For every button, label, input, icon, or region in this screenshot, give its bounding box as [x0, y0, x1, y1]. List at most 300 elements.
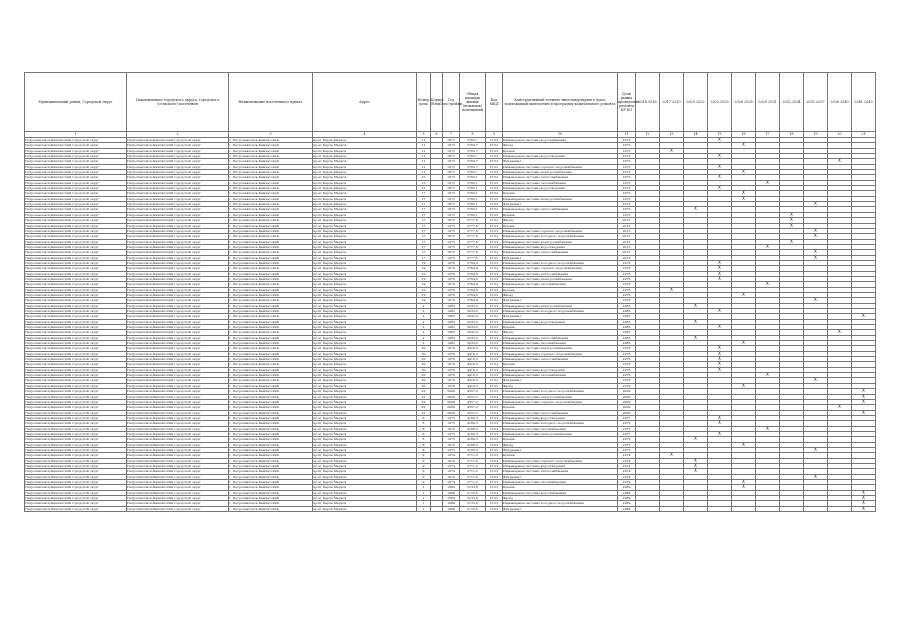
address-cell: пр-кт Карла Маркса	[313, 314, 417, 319]
floor-area-cell: 5762,1	[460, 202, 486, 207]
floor-area-cell: 5032,2	[460, 303, 486, 308]
address-cell: пр-кт Карла Маркса	[313, 421, 417, 426]
structural-element-cell: Инженерные системы водоотведения	[503, 186, 618, 191]
building-code-cell: 15:01	[486, 202, 503, 207]
locality-cell: г. Петропавловск-Камчатский	[229, 250, 313, 255]
locality-cell: г. Петропавловск-Камчатский	[229, 362, 313, 367]
address-cell: пр-кт Карла Маркса	[313, 399, 417, 404]
settlement-cell: Петропавловск-Камчатский городской округ	[127, 138, 229, 143]
floor-area-cell: 5762,7	[460, 154, 486, 159]
period-cell-8: X	[804, 250, 828, 255]
repair-share-cell: 1976	[618, 383, 636, 388]
locality-cell: г. Петропавловск-Камчатский	[229, 202, 313, 207]
building-code-cell: 15:01	[486, 458, 503, 463]
settlement-cell: Петропавловск-Камчатский городской округ	[127, 287, 229, 292]
house-number-cell: 17	[417, 250, 431, 255]
build-year-cell: 1975	[443, 186, 460, 191]
structural-element-cell: Фундамент	[503, 506, 618, 511]
house-number-cell: 17	[417, 202, 431, 207]
structural-element-cell: Инженерные системы холодного водоснабжения	[503, 309, 618, 314]
build-year-cell: 2009	[443, 389, 460, 394]
period-cell-5: X	[732, 341, 756, 346]
locality-cell: г. Петропавловск-Камчатский	[229, 469, 313, 474]
build-year-cell: 1975	[443, 196, 460, 201]
build-year-cell: 1975	[443, 180, 460, 185]
column-header-15: 2023 2025	[708, 73, 732, 132]
settlement-cell: Петропавловск-Камчатский городской округ	[127, 362, 229, 367]
house-number-cell: 17	[417, 234, 431, 239]
column-number-11: 11	[618, 132, 636, 138]
floor-area-cell: 5032,2	[460, 319, 486, 324]
period-cell-6: X	[756, 373, 780, 378]
build-year-cell: 1975	[443, 218, 460, 223]
building-code-cell: 15:01	[486, 138, 503, 143]
period-cell-10: X	[852, 501, 876, 506]
settlement-cell: Петропавловск-Камчатский городской округ	[127, 463, 229, 468]
period-cell-7: X	[780, 223, 804, 228]
period-cell-6: X	[756, 244, 780, 249]
repair-share-cell: 1976	[618, 287, 636, 292]
building-code-cell: 15:01	[486, 298, 503, 303]
building-code-cell: 15:01	[486, 410, 503, 415]
locality-cell: г. Петропавловск-Камчатский	[229, 314, 313, 319]
period-cell-7: X	[780, 239, 804, 244]
locality-cell: г. Петропавловск-Камчатский	[229, 154, 313, 159]
build-year-cell: 1974	[443, 474, 460, 479]
house-number-cell: 8	[417, 437, 431, 442]
house-number-cell: 8	[417, 447, 431, 452]
build-year-cell: 1976	[443, 373, 460, 378]
house-number-cell: 15	[417, 186, 431, 191]
district-cell: Петропавловск-Камчатский городской округ	[25, 207, 127, 212]
locality-cell: г. Петропавловск-Камчатский	[229, 463, 313, 468]
house-number-cell: 17	[417, 218, 431, 223]
locality-cell: г. Петропавловск-Камчатский	[229, 357, 313, 362]
building-code-cell: 15:01	[486, 207, 503, 212]
structural-element-cell: Крыша	[503, 485, 618, 490]
period-cell-3: X	[684, 458, 708, 463]
structural-element-cell: Крыша	[503, 453, 618, 458]
column-header-18: 2032 2034	[780, 73, 804, 132]
locality-cell: г. Петропавловск-Камчатский	[229, 373, 313, 378]
settlement-cell: Петропавловск-Камчатский городской округ	[127, 501, 229, 506]
structural-element-cell: Инженерные системы теплоснабжения	[503, 175, 618, 180]
locality-cell: г. Петропавловск-Камчатский	[229, 271, 313, 276]
house-number-cell: 22	[417, 394, 431, 399]
column-number-5: 5	[417, 132, 431, 138]
floor-area-cell: 4416,3	[460, 357, 486, 362]
period-cell-10: X	[852, 496, 876, 501]
building-code-cell: 15:01	[486, 426, 503, 431]
build-year-cell: 1974	[443, 480, 460, 485]
locality-cell: г. Петропавловск-Камчатский	[229, 148, 313, 153]
repair-share-cell: 1983	[618, 335, 636, 340]
district-cell: Петропавловск-Камчатский городской округ	[25, 154, 127, 159]
column-header-5: Номер дома	[417, 73, 431, 132]
repair-share-cell: 1983	[618, 309, 636, 314]
repair-share-cell: 2013	[618, 223, 636, 228]
floor-area-cell: 5777,6	[460, 244, 486, 249]
floor-area-cell: 5032,2	[460, 335, 486, 340]
period-cell-4: X	[708, 138, 732, 143]
building-code-cell: 15:01	[486, 480, 503, 485]
district-cell: Петропавловск-Камчатский городской округ	[25, 490, 127, 495]
structural-element-cell: Фундамент	[503, 202, 618, 207]
repair-share-cell: 1975	[618, 154, 636, 159]
column-header-8: Общая площадь жилых (нежилых) помещений	[460, 73, 486, 132]
structural-element-cell: Фасад	[503, 496, 618, 501]
building-code-cell: 15:01	[486, 325, 503, 330]
locality-cell: г. Петропавловск-Камчатский	[229, 180, 313, 185]
period-cell-5: X	[732, 442, 756, 447]
address-cell: пр-кт Карла Маркса	[313, 362, 417, 367]
building-code-cell: 15:01	[486, 260, 503, 265]
period-cell-2: X	[660, 148, 684, 153]
building-code-cell: 15:01	[486, 447, 503, 452]
house-number-cell: 9	[417, 453, 431, 458]
address-cell: пр-кт Карла Маркса	[313, 255, 417, 260]
build-year-cell: 1976	[443, 282, 460, 287]
structural-element-cell: Инженерные системы теплоснабжения	[503, 207, 618, 212]
repair-share-cell: 1983	[618, 341, 636, 346]
floor-area-cell: 4416,3	[460, 367, 486, 372]
repair-share-cell: 1989	[618, 496, 636, 501]
structural-element-cell: Инженерные системы горячего водоснабжения	[503, 228, 618, 233]
settlement-cell: Петропавловск-Камчатский городской округ	[127, 191, 229, 196]
floor-area-cell: 5777,6	[460, 250, 486, 255]
floor-area-cell: 5777,6	[460, 234, 486, 239]
period-cell-5: X	[732, 485, 756, 490]
period-cell-4: X	[708, 357, 732, 362]
settlement-cell: Петропавловск-Камчатский городской округ	[127, 196, 229, 201]
locality-cell: г. Петропавловск-Камчатский	[229, 474, 313, 479]
district-cell: Петропавловск-Камчатский городской округ	[25, 287, 127, 292]
structural-element-cell: Инженерные системы теплоснабжения	[503, 410, 618, 415]
floor-area-cell: 5762,7	[460, 164, 486, 169]
build-year-cell: 1975	[443, 437, 460, 442]
settlement-cell: Петропавловск-Камчатский городской округ	[127, 389, 229, 394]
address-cell: пр-кт Карла Маркса	[313, 480, 417, 485]
settlement-cell: Петропавловск-Камчатский городской округ	[127, 506, 229, 511]
address-cell: пр-кт Карла Маркса	[313, 496, 417, 501]
period-cell-4: X	[708, 431, 732, 436]
house-number-cell: 20	[417, 362, 431, 367]
address-cell: пр-кт Карла Маркса	[313, 244, 417, 249]
build-year-cell: 1983	[443, 303, 460, 308]
repair-share-cell: 1974	[618, 458, 636, 463]
column-header-12: 2014 2016	[636, 73, 660, 132]
structural-element-cell: Инженерные системы теплоснабжения	[503, 469, 618, 474]
locality-cell: г. Петропавловск-Камчатский	[229, 431, 313, 436]
settlement-cell: Петропавловск-Камчатский городской округ	[127, 154, 229, 159]
floor-area-cell: 5762,7	[460, 159, 486, 164]
house-number-cell: 1	[417, 485, 431, 490]
address-cell: пр-кт Карла Маркса	[313, 405, 417, 410]
structural-element-cell: Фундамент	[503, 447, 618, 452]
settlement-cell: Петропавловск-Камчатский городской округ	[127, 309, 229, 314]
column-header-16: 2026 2028	[732, 73, 756, 132]
address-cell: пр-кт Карла Маркса	[313, 202, 417, 207]
period-cell-4: X	[708, 271, 732, 276]
column-header-9: Код МКД	[486, 73, 503, 132]
locality-cell: г. Петропавловск-Камчатский	[229, 351, 313, 356]
period-cell-10: X	[852, 410, 876, 415]
floor-area-cell: 5133,6	[460, 506, 486, 511]
building-code-cell: 15:01	[486, 485, 503, 490]
address-cell: пр-кт Карла Маркса	[313, 458, 417, 463]
address-cell: пр-кт Карла Маркса	[313, 469, 417, 474]
district-cell: Петропавловск-Камчатский городской округ	[25, 266, 127, 271]
structural-element-cell: Крыша	[503, 223, 618, 228]
structural-element-cell: Инженерные системы холодного водоснабжения	[503, 389, 618, 394]
settlement-cell: Петропавловск-Камчатский городской округ	[127, 453, 229, 458]
address-cell: пр-кт Карла Маркса	[313, 271, 417, 276]
district-cell: Петропавловск-Камчатский городской округ	[25, 255, 127, 260]
floor-area-cell: 5032,2	[460, 330, 486, 335]
house-number-cell: 1	[417, 490, 431, 495]
column-number-9: 9	[486, 132, 503, 138]
build-year-cell: 1975	[443, 426, 460, 431]
repair-share-cell: 2009	[618, 389, 636, 394]
locality-cell: г. Петропавловск-Камчатский	[229, 282, 313, 287]
address-cell: пр-кт Карла Маркса	[313, 159, 417, 164]
address-cell: пр-кт Карла Маркса	[313, 180, 417, 185]
period-cell-8: X	[804, 202, 828, 207]
building-code-cell: 15:01	[486, 367, 503, 372]
floor-area-cell: 5762,7	[460, 148, 486, 153]
house-number-cell: 17	[417, 239, 431, 244]
building-code-cell: 15:01	[486, 346, 503, 351]
period-cell-4: X	[708, 351, 732, 356]
period-cell-5: X	[732, 191, 756, 196]
house-number-cell: 8	[417, 421, 431, 426]
house-number-cell: 1	[417, 506, 431, 511]
floor-area-cell: 4557,2	[460, 394, 486, 399]
structural-element-cell: Крыша	[503, 362, 618, 367]
house-number-cell: 20	[417, 373, 431, 378]
address-cell: пр-кт Карла Маркса	[313, 378, 417, 383]
period-cell-9: X	[828, 405, 852, 410]
structural-element-cell: Крыша	[503, 287, 618, 292]
settlement-cell: Петропавловск-Камчатский городской округ	[127, 383, 229, 388]
period-cell-2: X	[660, 453, 684, 458]
floor-area-cell: 5764,9	[460, 260, 486, 265]
settlement-cell: Петропавловск-Камчатский городской округ	[127, 218, 229, 223]
build-year-cell: 1989	[443, 506, 460, 511]
district-cell: Петропавловск-Камчатский городской округ	[25, 202, 127, 207]
district-cell: Петропавловск-Камчатский городской округ	[25, 303, 127, 308]
floor-area-cell: 5711,2	[460, 474, 486, 479]
settlement-cell: Петропавловск-Камчатский городской округ	[127, 474, 229, 479]
period-cell-3: X	[684, 207, 708, 212]
floor-area-cell: 4160,3	[460, 442, 486, 447]
building-code-cell: 15:01	[486, 442, 503, 447]
address-cell: пр-кт Карла Маркса	[313, 453, 417, 458]
repair-share-cell: 1975	[618, 426, 636, 431]
period-cell-4: X	[708, 154, 732, 159]
district-cell: Петропавловск-Камчатский городской округ	[25, 383, 127, 388]
structural-element-cell: Фундамент	[503, 314, 618, 319]
locality-cell: г. Петропавловск-Камчатский	[229, 405, 313, 410]
address-cell: пр-кт Карла Маркса	[313, 383, 417, 388]
structural-element-cell: Инженерные системы электроснабжения	[503, 346, 618, 351]
floor-area-cell: 5032,2	[460, 341, 486, 346]
column-number-7: 7	[443, 132, 460, 138]
floor-area-cell: 5764,9	[460, 276, 486, 281]
floor-area-cell: 4416,3	[460, 373, 486, 378]
period-cell-4: X	[708, 421, 732, 426]
district-cell: Петропавловск-Камчатский городской округ	[25, 282, 127, 287]
building-code-cell: 15:01	[486, 223, 503, 228]
floor-area-cell: 5762,7	[460, 138, 486, 143]
floor-area-cell: 5711,2	[460, 458, 486, 463]
repair-share-cell: 1976	[618, 298, 636, 303]
floor-area-cell: 5764,9	[460, 271, 486, 276]
locality-cell: г. Петропавловск-Камчатский	[229, 207, 313, 212]
district-cell: Петропавловск-Камчатский городской округ	[25, 330, 127, 335]
structural-element-cell: Инженерные системы водоотведения	[503, 319, 618, 324]
period-cell-5: X	[732, 292, 756, 297]
district-cell: Петропавловск-Камчатский городской округ	[25, 506, 127, 511]
repair-share-cell: 1989	[618, 485, 636, 490]
building-code-cell: 15:01	[486, 191, 503, 196]
address-cell: пр-кт Карла Маркса	[313, 341, 417, 346]
build-year-cell: 1983	[443, 319, 460, 324]
address-cell: пр-кт Карла Маркса	[313, 239, 417, 244]
repair-share-cell: 1975	[618, 170, 636, 175]
district-cell: Петропавловск-Камчатский городской округ	[25, 191, 127, 196]
address-cell: пр-кт Карла Маркса	[313, 207, 417, 212]
locality-cell: г. Петропавловск-Камчатский	[229, 490, 313, 495]
repair-share-cell: 1983	[618, 325, 636, 330]
house-number-cell: 20	[417, 367, 431, 372]
district-cell: Петропавловск-Камчатский городской округ	[25, 298, 127, 303]
period-cell-7: X	[780, 212, 804, 217]
settlement-cell: Петропавловск-Камчатский городской округ	[127, 319, 229, 324]
build-year-cell: 1975	[443, 164, 460, 169]
structural-element-cell: Инженерные системы теплоснабжения	[503, 250, 618, 255]
settlement-cell: Петропавловск-Камчатский городской округ	[127, 175, 229, 180]
address-cell: пр-кт Карла Маркса	[313, 463, 417, 468]
floor-area-cell: 4557,2	[460, 399, 486, 404]
period-cell-3: X	[684, 303, 708, 308]
repair-share-cell: 1975	[618, 164, 636, 169]
building-code-cell: 15:01	[486, 506, 503, 511]
building-code-cell: 15:01	[486, 415, 503, 420]
period-cell-4: X	[708, 266, 732, 271]
district-cell: Петропавловск-Камчатский городской округ	[25, 164, 127, 169]
building-code-cell: 15:01	[486, 394, 503, 399]
settlement-cell: Петропавловск-Камчатский городской округ	[127, 223, 229, 228]
locality-cell: г. Петропавловск-Камчатский	[229, 292, 313, 297]
district-cell: Петропавловск-Камчатский городской округ	[25, 437, 127, 442]
build-year-cell: 1983	[443, 335, 460, 340]
house-number-cell: 17	[417, 255, 431, 260]
repair-share-cell: 1976	[618, 276, 636, 281]
build-year-cell: 2009	[443, 410, 460, 415]
period-cell-8: X	[804, 255, 828, 260]
building-code-cell: 15:01	[486, 180, 503, 185]
floor-area-cell: 4160,3	[460, 431, 486, 436]
period-cell-3: X	[684, 469, 708, 474]
floor-area-cell: 5762,7	[460, 143, 486, 148]
building-code-cell: 15:01	[486, 351, 503, 356]
locality-cell: г. Петропавловск-Камчатский	[229, 496, 313, 501]
house-number-cell: 9	[417, 474, 431, 479]
column-number-15: 15	[708, 132, 732, 138]
settlement-cell: Петропавловск-Камчатский городской округ	[127, 330, 229, 335]
repair-share-cell: 1976	[618, 362, 636, 367]
district-cell: Петропавловск-Камчатский городской округ	[25, 309, 127, 314]
locality-cell: г. Петропавловск-Камчатский	[229, 421, 313, 426]
repair-share-cell: 1975	[618, 191, 636, 196]
address-cell: пр-кт Карла Маркса	[313, 228, 417, 233]
house-number-cell: 17	[417, 228, 431, 233]
building-code-cell: 15:01	[486, 154, 503, 159]
build-year-cell: 1976	[443, 378, 460, 383]
building-code-cell: 15:01	[486, 250, 503, 255]
structural-element-cell: Инженерные системы водоотведения	[503, 244, 618, 249]
locality-cell: г. Петропавловск-Камчатский	[229, 341, 313, 346]
house-number-cell: 11	[417, 164, 431, 169]
district-cell: Петропавловск-Камчатский городской округ	[25, 271, 127, 276]
period-cell-8: X	[804, 298, 828, 303]
structural-element-cell: Фасад	[503, 442, 618, 447]
house-number-cell: 2	[417, 330, 431, 335]
house-number-cell: 1	[417, 496, 431, 501]
floor-area-cell: 4557,2	[460, 410, 486, 415]
build-year-cell: 2009	[443, 394, 460, 399]
building-code-cell: 15:01	[486, 164, 503, 169]
locality-cell: г. Петропавловск-Камчатский	[229, 223, 313, 228]
building-code-cell: 15:01	[486, 399, 503, 404]
district-cell: Петропавловск-Камчатский городской округ	[25, 148, 127, 153]
locality-cell: г. Петропавловск-Камчатский	[229, 447, 313, 452]
house-number-cell: 19	[417, 276, 431, 281]
house-number-cell: 9	[417, 458, 431, 463]
floor-area-cell: 5762,1	[460, 180, 486, 185]
period-cell-8: X	[804, 378, 828, 383]
building-code-cell: 15:01	[486, 319, 503, 324]
address-cell: пр-кт Карла Маркса	[313, 148, 417, 153]
repair-share-cell: 2009	[618, 394, 636, 399]
district-cell: Петропавловск-Камчатский городской округ	[25, 314, 127, 319]
structural-element-cell: Инженерные системы электроснабжения	[503, 170, 618, 175]
district-cell: Петропавловск-Камчатский городской округ	[25, 346, 127, 351]
settlement-cell: Петропавловск-Камчатский городской округ	[127, 341, 229, 346]
locality-cell: г. Петропавловск-Камчатский	[229, 367, 313, 372]
period-cell-4: X	[708, 309, 732, 314]
floor-area-cell: 5133,6	[460, 490, 486, 495]
building-code-cell: 15:01	[486, 218, 503, 223]
address-cell: пр-кт Карла Маркса	[313, 287, 417, 292]
column-header-3: Наименование населенного пункта	[229, 73, 313, 132]
period-cell-9: X	[828, 330, 852, 335]
column-number-21: 21	[852, 132, 876, 138]
floor-area-cell: 5762,1	[460, 191, 486, 196]
repair-share-cell: 1975	[618, 207, 636, 212]
structural-element-cell: Инженерные системы газоснабжения	[503, 282, 618, 287]
build-year-cell: 1975	[443, 447, 460, 452]
period-cell-4	[708, 506, 732, 511]
district-cell: Петропавловск-Камчатский городской округ	[25, 480, 127, 485]
structural-element-cell: Фундамент	[503, 298, 618, 303]
period-cell-4: X	[708, 362, 732, 367]
period-cell-5: X	[732, 196, 756, 201]
house-number-cell: 8	[417, 442, 431, 447]
structural-element-cell: Инженерные системы теплоснабжения	[503, 357, 618, 362]
period-cell-10: X	[852, 314, 876, 319]
